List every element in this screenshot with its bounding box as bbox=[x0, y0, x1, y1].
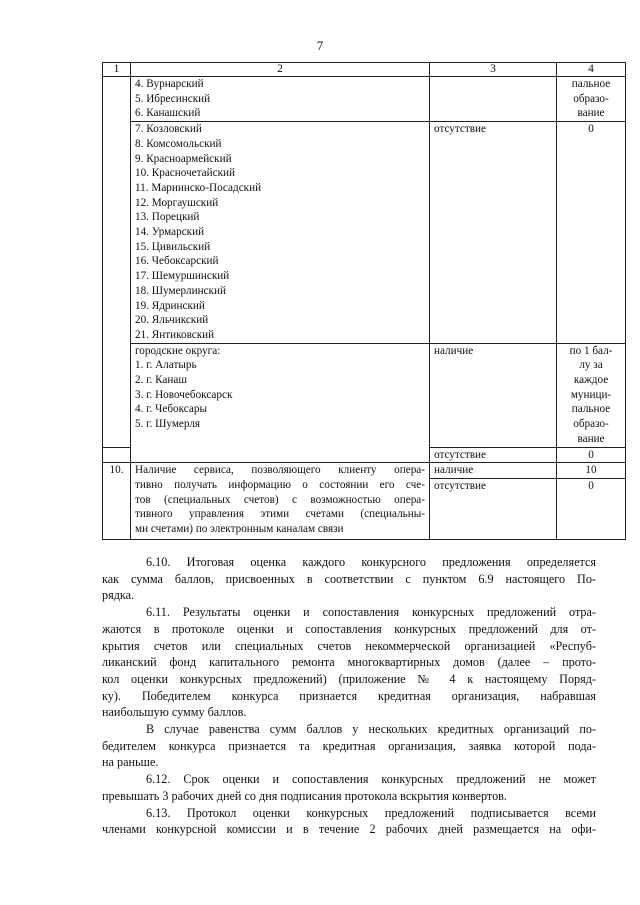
text-line: превышать 3 рабочих дней со дня подписания протокола вскрытия конвертов. bbox=[102, 788, 507, 803]
criterion-text-line: тов (специальных счетов) с возможностью опера- bbox=[135, 493, 425, 506]
list-item: 6. Канашский bbox=[135, 107, 201, 120]
list-item: 17. Шемуршинский bbox=[135, 270, 230, 283]
list-item: 2. г. Канаш bbox=[135, 374, 187, 387]
row-number-cell bbox=[103, 77, 131, 448]
criterion-text-line: Наличие сервиса, позволяющего клиенту опера- bbox=[135, 464, 425, 477]
text-line: 6.13. Протокол оценки конкурсных предложений подписывается всеми bbox=[146, 805, 596, 820]
option-cell-a bbox=[430, 77, 557, 122]
list-item: 4. г. Чебоксары bbox=[135, 403, 207, 416]
paragraph-6-10 bbox=[102, 554, 596, 604]
paragraph-6-11 bbox=[102, 604, 596, 721]
text-line: ку). Победителем конкурса признается кредитная организация, набравшая bbox=[102, 688, 596, 703]
text-line: кол оценки конкурсных предложений) (приложение № 4 к настоящему Поряд- bbox=[102, 671, 596, 686]
text-line: жаются в протоколе оценки и сопоставления конкурсных предложений для от- bbox=[102, 621, 596, 636]
option-cell-d: отсутствие bbox=[430, 447, 557, 463]
list-item: 10. Красночетайский bbox=[135, 167, 236, 180]
score-text: каждое bbox=[573, 374, 609, 387]
table-row bbox=[103, 463, 626, 479]
list-item: 20. Яльчикский bbox=[135, 314, 209, 327]
districts-cell-a bbox=[131, 77, 430, 122]
list-item: 18. Шумерлинский bbox=[135, 284, 226, 297]
score-cell-c bbox=[557, 343, 626, 447]
evaluation-table bbox=[102, 62, 626, 540]
text-line: 6.10. Итоговая оценка каждого конкурсного предложения определяется bbox=[146, 555, 596, 569]
list-item: 9. Красноармейский bbox=[135, 152, 232, 165]
score-cell-10-present: 10 bbox=[557, 463, 626, 479]
page-number: 7 bbox=[316, 38, 324, 53]
text-line: членами конкурсной комиссии и в течение 2 рабочих дней размещается на офи- bbox=[102, 822, 596, 837]
text-line: ликанский фонд капитального ремонта многоквартирных домов (далее – прото- bbox=[102, 655, 596, 670]
score-text: пальное bbox=[571, 78, 611, 90]
header-col-2: 2 bbox=[131, 63, 430, 77]
criterion-text-line: тивного управления этими счетами (специальны- bbox=[135, 508, 425, 521]
list-item: 7. Козловский bbox=[135, 123, 202, 136]
list-item: 19. Ядринский bbox=[135, 299, 205, 312]
text-line: крытия счетов или специальных счетов некоммерческой организацией «Респуб- bbox=[102, 638, 596, 653]
list-item: 11. Мариинско-Посадский bbox=[135, 181, 262, 194]
score-cell-d: 0 bbox=[557, 447, 626, 463]
option-cell-10-absent: отсутствие bbox=[430, 478, 557, 539]
score-text: лу за bbox=[579, 359, 603, 372]
text-line: на раньше. bbox=[102, 755, 159, 770]
list-item: 5. Ибресинский bbox=[135, 92, 211, 105]
option-cell-b: отсутствие bbox=[430, 122, 557, 344]
list-item: 21. Янтиковский bbox=[135, 328, 215, 341]
score-text: вание bbox=[577, 107, 605, 120]
text-line: 6.12. Срок оценки и сопоставления конкурсных предложений не может bbox=[146, 772, 596, 787]
header-col-1: 1 bbox=[103, 63, 131, 77]
table-header-row bbox=[103, 63, 626, 77]
score-cell-10-absent: 0 bbox=[557, 478, 626, 539]
text-line: как сумма баллов, присвоенных в соответствии с пунктом 6.9 настоящего По- bbox=[102, 571, 596, 586]
score-cell-a bbox=[557, 77, 626, 122]
list-heading: городские округа: bbox=[135, 344, 221, 357]
score-text: пальное bbox=[571, 403, 611, 416]
table-row bbox=[103, 77, 626, 122]
list-item: 16. Чебоксарский bbox=[135, 255, 219, 268]
text-line: 6.11. Результаты оценки и сопоставления конкурсных предложений отра- bbox=[146, 605, 596, 620]
score-text: образо- bbox=[573, 418, 609, 431]
list-item: 1. г. Алатырь bbox=[135, 359, 197, 372]
paragraph-equal-scores bbox=[102, 721, 596, 771]
text-line: бедителем конкурса признается та кредитная организация, заявка которой пода- bbox=[102, 738, 596, 753]
list-item: 3. г. Новочебоксарск bbox=[135, 388, 233, 401]
list-item: 5. г. Шумерля bbox=[135, 418, 201, 431]
list-item: 13. Порецкий bbox=[135, 211, 200, 224]
header-col-3: 3 bbox=[430, 63, 557, 77]
score-text: по 1 бал- bbox=[569, 344, 613, 357]
list-item: 4. Вурнарский bbox=[135, 78, 204, 90]
score-text: вание bbox=[577, 432, 605, 445]
header-col-4: 4 bbox=[557, 63, 626, 77]
option-cell-10-present: наличие bbox=[430, 463, 557, 479]
criterion-text-line: ми счетами) по электронным каналам связи bbox=[135, 523, 344, 536]
list-item: 12. Моргаушский bbox=[135, 196, 219, 209]
body-text bbox=[102, 554, 596, 838]
paragraph-6-13 bbox=[102, 805, 596, 838]
criterion-cell-10 bbox=[131, 463, 430, 540]
option-cell-c: наличие bbox=[430, 343, 557, 447]
table-row bbox=[103, 343, 626, 447]
criterion-text-line: тивно получать информацию о состоянии его сче- bbox=[135, 478, 425, 491]
list-item: 15. Цивильский bbox=[135, 240, 211, 253]
row-number-cell bbox=[103, 447, 131, 463]
paragraph-6-12 bbox=[102, 771, 596, 804]
list-item: 14. Урмарский bbox=[135, 226, 205, 239]
city-districts-cell bbox=[131, 343, 430, 463]
score-text: образо- bbox=[573, 92, 609, 105]
list-item: 8. Комсомольский bbox=[135, 137, 222, 150]
districts-cell-b bbox=[131, 122, 430, 344]
text-line: наибольшую сумму баллов. bbox=[102, 705, 247, 720]
score-cell-b: 0 bbox=[557, 122, 626, 344]
text-line: рядка. bbox=[102, 588, 135, 603]
text-line: В случае равенства сумм баллов у нескольких кредитных организаций по- bbox=[146, 722, 596, 737]
row-number-cell: 10. bbox=[103, 463, 131, 540]
score-text: муници- bbox=[570, 388, 612, 401]
table-row bbox=[103, 122, 626, 344]
